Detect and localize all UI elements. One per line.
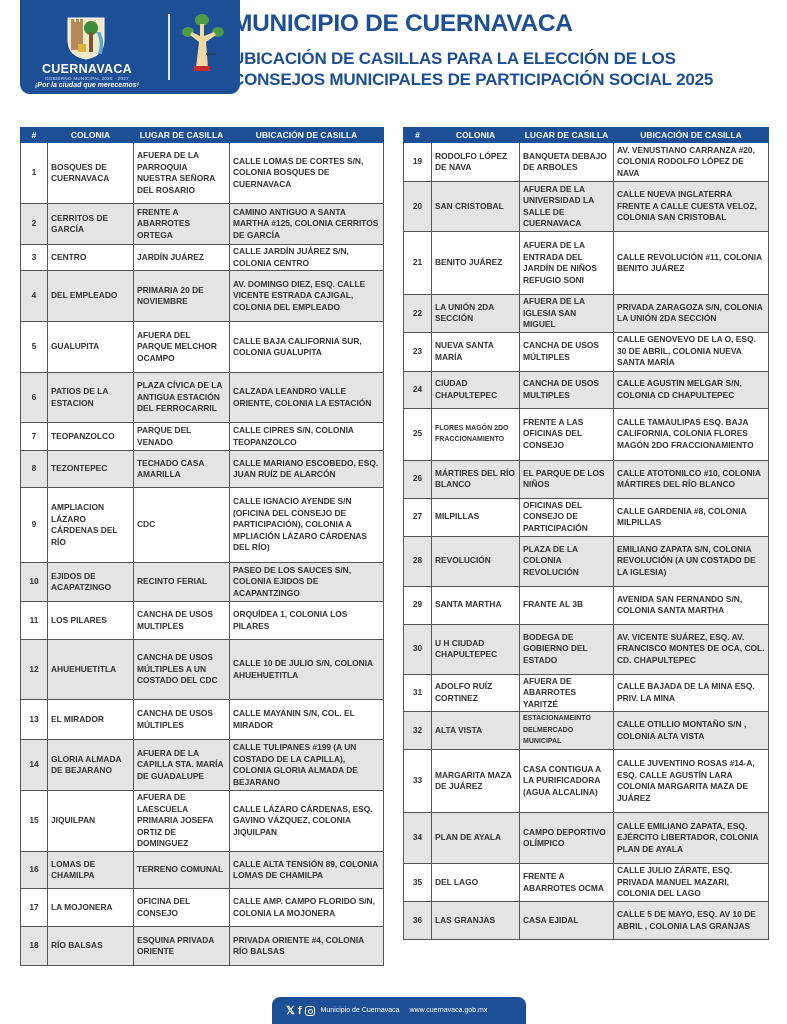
colonia-cell: CIUDAD CHAPULTEPEC (432, 371, 520, 408)
col-header-lugar: LUGAR DE CASILLA (134, 128, 230, 143)
lugar-cell: OFICINAS DEL CONSEJO DE PARTICIPACIÓN (520, 498, 614, 536)
ubicacion-cell: CALLE 10 DE JULIO S/N, COLONIA AHUEHUETITLA (230, 640, 384, 700)
table-row (404, 232, 769, 295)
lugar-cell: JARDÍN JUÁREZ (134, 245, 230, 271)
colonia-cell: AHUEHUETITLA (48, 640, 134, 700)
table-row (21, 640, 384, 700)
ubicacion-cell: CALLE MARIANO ESCOBEDO, ESQ. JUAN RUÍZ DE ALARCÓN (230, 451, 384, 488)
ubicacion-cell: CALLE ALTA TENSIÓN 89, COLONIA LOMAS DE CHAMILPA (230, 852, 384, 889)
lugar-cell: RECINTO FERIAL (134, 563, 230, 602)
page-title: MUNICIPIO DE CUERNAVACA (232, 10, 573, 37)
ubicacion-cell: CALZADA LEANDRO VALLE ORIENTE, COLONIA LA ESTACIÓN (230, 373, 384, 423)
ubicacion-cell: AV. DOMINGO DIEZ, ESQ. CALLE VICENTE ESTRADA CAJIGAL, COLONIA DEL EMPLEADO (230, 271, 384, 322)
colonia-cell: SANTA MARTHA (432, 586, 520, 624)
lugar-cell: CDC (134, 488, 230, 563)
ubicacion-cell: CALLE AGUSTIN MELGAR S/N, COLONIA CD CHAPULTEPEC (614, 371, 769, 408)
footer-website[interactable]: www.cuernavaca.gob.mx (409, 1007, 488, 1014)
row-number: 16 (21, 852, 48, 889)
row-number: 23 (404, 332, 432, 371)
table-row (404, 408, 769, 460)
table-row (404, 371, 769, 408)
colonia-cell: PATIOS DE LA ESTACION (48, 373, 134, 423)
table-row (404, 712, 769, 750)
row-number: 9 (21, 488, 48, 563)
lugar-cell: TECHADO CASA AMARILLA (134, 451, 230, 488)
lugar-cell: OFICINA DEL CONSEJO (134, 889, 230, 927)
table-body-right (404, 143, 769, 940)
lugar-cell: CANCHA DE USOS MULTIPLES (134, 602, 230, 640)
table-row (404, 813, 769, 864)
table-row (21, 700, 384, 740)
lugar-cell: AFUERA DE LA ENTRADA DEL JARDÍN DE NIÑOS REFUGIO SONI (520, 232, 614, 295)
instagram-icon[interactable] (305, 1006, 315, 1016)
table-row (21, 602, 384, 640)
lugar-cell: CANCHA DE USOS MÚLTIPLES (134, 700, 230, 740)
col-header-number: # (21, 128, 48, 143)
casillas-table-left (20, 127, 384, 966)
row-number: 14 (21, 740, 48, 791)
row-number: 25 (404, 408, 432, 460)
ubicacion-cell: CALLE EMILIANO ZAPATA, ESQ. EJÉRCITO LIBERTADOR, COLONIA PLAN DE AYALA (614, 813, 769, 864)
table-row (21, 852, 384, 889)
ubicacion-cell: PASEO DE LOS SAUCES S/N, COLONIA EJIDOS DE ACAPANTZINGO (230, 563, 384, 602)
lugar-cell: PLAZA CÍVICA DE LA ANTIGUA ESTACIÓN DEL FERROCARRIL (134, 373, 230, 423)
colonia-cell: RODOLFO LÓPEZ DE NAVA (432, 143, 520, 182)
row-number: 22 (404, 295, 432, 333)
table-row (404, 624, 769, 674)
row-number: 11 (21, 602, 48, 640)
ubicacion-cell: CALLE MAYANIN S/N, COL. EL MIRADOR (230, 700, 384, 740)
ubicacion-cell: CALLE AMP. CAMPO FLORIDO S/N, COLONIA LA MOJONERA (230, 889, 384, 927)
lugar-cell: AFUERA DE LA IGLESIA SAN MIGUEL (520, 295, 614, 333)
colonia-cell: LOS PILARES (48, 602, 134, 640)
colonia-cell: DEL LAGO (432, 864, 520, 902)
ubicacion-cell: CALLE GARDENIA #8, COLONIA MILPILLAS (614, 498, 769, 536)
ubicacion-cell: CALLE CIPRES S/N, COLONIA TEOPANZOLCO (230, 423, 384, 451)
footer-account: Municipio de Cuernavaca (320, 1007, 400, 1014)
colonia-cell: GLORIA ALMADA DE BEJARANO (48, 740, 134, 791)
col-header-colonia: COLONIA (48, 128, 134, 143)
colonia-cell: CENTRO (48, 245, 134, 271)
colonia-cell: PLAN DE AYALA (432, 813, 520, 864)
table-row (404, 674, 769, 712)
colonia-cell: U H CIUDAD CHAPULTEPEC (432, 624, 520, 674)
ubicacion-cell: CALLE JARDÍN JUÁREZ S/N, COLONIA CENTRO (230, 245, 384, 271)
lugar-cell: FRENTE A ABARROTES OCMA (520, 864, 614, 902)
table-row (21, 451, 384, 488)
colonia-cell: JIQUILPAN (48, 791, 134, 852)
lugar-cell: AFUERA DE LAESCUELA PRIMARIA JOSEFA ORTIZ DE DOMINGUEZ (134, 791, 230, 852)
colonia-cell: MÁRTIRES DEL RÍO BLANCO (432, 460, 520, 498)
subtitle-line-2: CONSEJOS MUNICIPALES DE PARTICIPACIÓN SOCIAL 2025 (232, 70, 714, 89)
lugar-cell: CANCHA DE USOS MÚLTIPLES A UN COSTADO DEL CDC (134, 640, 230, 700)
x-icon[interactable]: 𝕏 (286, 1005, 295, 1017)
table-header-row (21, 128, 384, 143)
colonia-cell: TEOPANZOLCO (48, 423, 134, 451)
lugar-cell: BANQUETA DEBAJO DE ARBOLES (520, 143, 614, 182)
lugar-cell: BODEGA DE GOBIERNO DEL ESTADO (520, 624, 614, 674)
row-number: 18 (21, 927, 48, 966)
row-number: 26 (404, 460, 432, 498)
colonia-cell: DEL EMPLEADO (48, 271, 134, 322)
colonia-cell: MARGARITA MAZA DE JUÁREZ (432, 750, 520, 813)
table-row (404, 864, 769, 902)
colonia-cell: LAS GRANJAS (432, 902, 520, 940)
lugar-cell: FRENTE A ABARROTES ORTEGA (134, 204, 230, 245)
table-row (21, 143, 384, 204)
row-number: 32 (404, 712, 432, 750)
col-header-number: # (404, 128, 432, 143)
col-header-ubicacion: UBICACIÓN DE CASILLA (230, 128, 384, 143)
facebook-icon[interactable]: f (297, 1004, 302, 1017)
row-number: 13 (21, 700, 48, 740)
ubicacion-cell: AVENIDA SAN FERNANDO S/N, COLONIA SANTA MARTHA (614, 586, 769, 624)
lugar-cell: FRANTE AL 3B (520, 586, 614, 624)
colonia-cell: LA UNIÓN 2DA SECCIÓN (432, 295, 520, 333)
colonia-cell: TEZONTEPEC (48, 451, 134, 488)
table-row (404, 536, 769, 586)
brand-name: CUERNAVACA (41, 62, 133, 76)
ubicacion-cell: CALLE JUVENTINO ROSAS #14-A, ESQ. CALLE AGUSTÍN LARA COLONIA MARGARITA MAZA DE JUÁREZ (614, 750, 769, 813)
table-row (21, 488, 384, 563)
colonia-cell: REVOLUCIÓN (432, 536, 520, 586)
lugar-cell: CANCHA DE USOS MULTIPLES (520, 371, 614, 408)
lugar-cell: PLAZA DE LA COLONIA REVOLUCIÓN (520, 536, 614, 586)
ubicacion-cell: ORQUÍDEA 1, COLONIA LOS PILARES (230, 602, 384, 640)
table-row (21, 563, 384, 602)
ubicacion-cell: CALLE IGNACIO AYENDE S/N (OFICINA DEL CONSEJO DE PARTICIPACIÓN), COLONIA A MPLIACIÓN LÁZARO CÁRDENAS DEL RÍO) (230, 488, 384, 563)
table-row (404, 182, 769, 232)
ubicacion-cell: CALLE NUEVA INGLATERRA FRENTE A CALLE CUESTA VELOZ, COLONIA SAN CRISTOBAL (614, 182, 769, 232)
colonia-cell: FLORES MAGÓN 2DO FRACCIONAMIENTO (432, 408, 520, 460)
colonia-cell: EL MIRADOR (48, 700, 134, 740)
table-row (404, 586, 769, 624)
table-row (21, 245, 384, 271)
lugar-cell: PARQUE DEL VENADO (134, 423, 230, 451)
table-row (21, 322, 384, 373)
table-row (21, 423, 384, 451)
ubicacion-cell: CALLE LOMAS DE CORTES S/N, COLONIA BOSQUES DE CUERNAVACA (230, 143, 384, 204)
table-body-left (21, 143, 384, 966)
lugar-cell: CAMPO DEPORTIVO OLÍMPICO (520, 813, 614, 864)
colonia-cell: ALTA VISTA (432, 712, 520, 750)
colonia-cell: CERRITOS DE GARCÍA (48, 204, 134, 245)
row-number: 12 (21, 640, 48, 700)
row-number: 10 (21, 563, 48, 602)
logo-divider (168, 14, 170, 80)
colonia-cell: LOMAS DE CHAMILPA (48, 852, 134, 889)
row-number: 19 (404, 143, 432, 182)
table-row (21, 204, 384, 245)
table-row (21, 271, 384, 322)
page-subtitle (232, 48, 713, 90)
coat-of-arms-icon (64, 14, 108, 60)
ubicacion-cell: EMILIANO ZAPATA S/N, COLONIA REVOLUCIÓN (A UN COSTADO DE LA IGLESIA) (614, 536, 769, 586)
ubicacion-cell: CALLE 5 DE MAYO, ESQ. AV 10 DE ABRIL , COLONIA LAS GRANJAS (614, 902, 769, 940)
ubicacion-cell: PRIVADA ZARAGOZA S/N, COLONIA LA UNIÓN 2DA SECCIÓN (614, 295, 769, 333)
colonia-cell: AMPLIACION LÁZARO CÁRDENAS DEL RÍO (48, 488, 134, 563)
lugar-cell: EL PARQUE DE LOS NIÑOS (520, 460, 614, 498)
lugar-cell: AFUERA DE LA PARROQUIA NUESTRA SEÑORA DEL ROSARIO (134, 143, 230, 204)
ubicacion-cell: CALLE GENOVEVO DE LA O, ESQ. 30 DE ABRIL, COLONIA NUEVA SANTA MARÍA (614, 332, 769, 371)
colonia-cell: ADOLFO RUÍZ CORTINEZ (432, 674, 520, 712)
row-number: 5 (21, 322, 48, 373)
footer-bar (272, 997, 526, 1024)
row-number: 36 (404, 902, 432, 940)
colonia-cell: EJIDOS DE ACAPATZINGO (48, 563, 134, 602)
lugar-cell: AFUERA DEL PARQUE MELCHOR OCAMPO (134, 322, 230, 373)
colonia-cell: MILPILLAS (432, 498, 520, 536)
row-number: 15 (21, 791, 48, 852)
ubicacion-cell: PRIVADA ORIENTE #4, COLONIA RÍO BALSAS (230, 927, 384, 966)
ubicacion-cell: CALLE OTILLIO MONTAÑO S/N , COLONIA ALTA VISTA (614, 712, 769, 750)
table-header-row (404, 128, 769, 143)
slogan: ¡Por la ciudad que merecemos! (35, 82, 139, 89)
row-number: 30 (404, 624, 432, 674)
row-number: 1 (21, 143, 48, 204)
col-header-lugar: LUGAR DE CASILLA (520, 128, 614, 143)
colonia-cell: RÍO BALSAS (48, 927, 134, 966)
ubicacion-cell: CALLE JULIO ZÁRATE, ESQ. PRIVADA MANUEL MAZARI, COLONIA DEL LAGO (614, 864, 769, 902)
table-row (404, 460, 769, 498)
row-number: 31 (404, 674, 432, 712)
table-row (404, 332, 769, 371)
lugar-cell: ESTACIONAMEINTO DELMERCADO MUNICIPAL (520, 712, 614, 750)
tree-glyph-icon (180, 12, 226, 76)
row-number: 6 (21, 373, 48, 423)
lugar-cell: TERRENO COMUNAL (134, 852, 230, 889)
table-row (21, 740, 384, 791)
row-number: 28 (404, 536, 432, 586)
row-number: 33 (404, 750, 432, 813)
row-number: 27 (404, 498, 432, 536)
casillas-table-right (403, 127, 769, 940)
ubicacion-cell: CALLE BAJA CALIFORNIA SUR, COLONIA GUALUPITA (230, 322, 384, 373)
table-row (404, 498, 769, 536)
ubicacion-cell: CALLE TULIPANES #199 (A UN COSTADO DE LA CAPILLA), COLONIA GLORIA ALMADA DE BEJARANO (230, 740, 384, 791)
brand-subtitle: GOBIERNO MUNICIPAL 2025 - 2027 (45, 76, 129, 81)
table-row (21, 791, 384, 852)
row-number: 20 (404, 182, 432, 232)
row-number: 24 (404, 371, 432, 408)
colonia-cell: NUEVA SANTA MARÍA (432, 332, 520, 371)
row-number: 4 (21, 271, 48, 322)
table-row (404, 902, 769, 940)
row-number: 3 (21, 245, 48, 271)
lugar-cell: ESQUINA PRIVADA ORIENTE (134, 927, 230, 966)
row-number: 2 (21, 204, 48, 245)
header-banner (20, 0, 240, 94)
lugar-cell: CASA CONTIGUA A LA PURIFICADORA (AGUA ALCALINA) (520, 750, 614, 813)
lugar-cell: CANCHA DE USOS MÚLTIPLES (520, 332, 614, 371)
lugar-cell: PRIMARIA 20 DE NOVIEMBRE (134, 271, 230, 322)
ubicacion-cell: AV. VENUSTIANO CARRANZA #20, COLONIA RODOLFO LÓPEZ DE NAVA (614, 143, 769, 182)
cuernavaca-logo (28, 8, 146, 88)
ubicacion-cell: CALLE REVOLUCIÓN #11, COLONIA BENITO JUÁREZ (614, 232, 769, 295)
row-number: 17 (21, 889, 48, 927)
table-row (21, 889, 384, 927)
colonia-cell: GUALUPITA (48, 322, 134, 373)
lugar-cell: FRENTE A LAS OFICINAS DEL CONSEJO (520, 408, 614, 460)
colonia-cell: BOSQUES DE CUERNAVACA (48, 143, 134, 204)
ubicacion-cell: AV. VICENTE SUÁREZ, ESQ. AV. FRANCISCO MONTES DE OCA, COL. CD. CHAPULTEPEC (614, 624, 769, 674)
row-number: 7 (21, 423, 48, 451)
table-row (21, 373, 384, 423)
col-header-ubicacion: UBICACIÓN DE CASILLA (614, 128, 769, 143)
ubicacion-cell: CALLE TAMAULIPAS ESQ. BAJA CALIFORNIA, COLONIA FLORES MAGÓN 2DO FRACCIONAMIENTO (614, 408, 769, 460)
table-row (21, 927, 384, 966)
row-number: 35 (404, 864, 432, 902)
row-number: 34 (404, 813, 432, 864)
row-number: 29 (404, 586, 432, 624)
table-row (404, 295, 769, 333)
lugar-cell: CASA EJIDAL (520, 902, 614, 940)
colonia-cell: SAN CRISTOBAL (432, 182, 520, 232)
lugar-cell: AFUERA DE LA UNIVERSIDAD LA SALLE DE CUERNAVACA (520, 182, 614, 232)
lugar-cell: AFUERA DE LA CAPILLA STA. MARÍA DE GUADALUPE (134, 740, 230, 791)
row-number: 8 (21, 451, 48, 488)
ubicacion-cell: CAMINO ANTIGUO A SANTA MARTHA #125, COLONIA CERRITOS DE GARCÍA (230, 204, 384, 245)
table-row (404, 750, 769, 813)
table-row (404, 143, 769, 182)
subtitle-line-1: UBICACIÓN DE CASILLAS PARA LA ELECCIÓN DE LOS (232, 49, 676, 68)
lugar-cell: AFUERA DE ABARROTES YARITZÉ (520, 674, 614, 712)
row-number: 21 (404, 232, 432, 295)
col-header-colonia: COLONIA (432, 128, 520, 143)
ubicacion-cell: CALLE BAJADA DE LA MINA ESQ. PRIV. LA MINA (614, 674, 769, 712)
ubicacion-cell: CALLE ATOTONILCO #10, COLONIA MÁRTIRES DEL RÍO BLANCO (614, 460, 769, 498)
ubicacion-cell: CALLE LÁZARO CÁRDENAS, ESQ. GAVINO VÁZQUEZ, COLONIA JIQUILPAN (230, 791, 384, 852)
colonia-cell: BENITO JUÁREZ (432, 232, 520, 295)
colonia-cell: LA MOJONERA (48, 889, 134, 927)
